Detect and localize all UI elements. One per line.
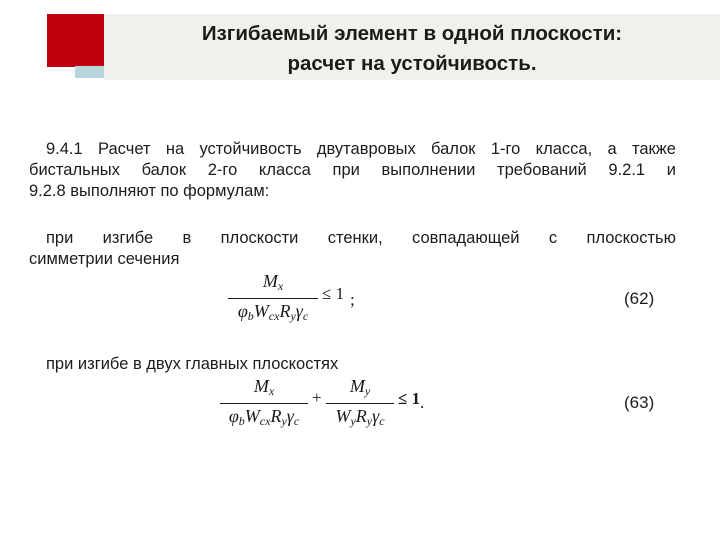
formula-62-denominator: $\varphi_bW_{cx}R_y\gamma_c$ [237,301,309,324]
fraction-bar [326,403,394,404]
paragraph-line: 9.2.8 выполняют по формулам: [29,182,270,200]
equation-number-63: (63) [624,393,655,412]
formula-62-semicolon: ; [350,290,355,309]
fraction-bar [220,403,308,404]
formula-63-numerator-2: $M_y$ [349,376,371,398]
formula-63-denominator-1: $\varphi_bW_{cx}R_y\gamma_c$ [228,406,300,429]
paragraph-case-web-plane [29,228,676,270]
equation-number-62: (62) [624,289,655,308]
formula-63-numerator-1: $M_x$ [253,376,275,398]
paragraph-line: симметрии сечения [29,250,180,268]
formula-63-fraction-2 [326,375,394,432]
paragraph-line: бистальных балок 2-го класса при выполнении требований 9.2.1 и [29,161,676,179]
formula-63-fraction-1 [220,375,308,432]
formula-62-relation: ≤ 1 [322,284,345,303]
formula-63-denominator-2: $W_yR_y\gamma_c$ [335,406,385,429]
red-accent-square [47,14,104,67]
paragraph-intro [29,139,676,202]
paragraph-line: при изгибе в плоскости стенки, совпадающей с плоскостью [46,229,676,247]
formula-63-relation: ≤ 1 [398,389,421,408]
paragraph-case-two-planes [46,354,646,375]
fraction-bar [228,298,318,299]
formula-63-plus: + [312,388,322,407]
formula-63-period: . [420,393,425,412]
paragraph-line: 9.4.1 Расчет на устойчивость двутавровых балок 1-го класса, а также [46,140,676,158]
slide-title-line-1: Изгибаемый элемент в одной плоскости: [201,22,623,45]
paragraph-line: при изгибе в двух главных плоскостях [46,355,339,373]
formula-62 [228,270,368,330]
slide-title-line-2: расчет на устойчивость. [287,52,537,75]
teal-accent-square [75,66,104,78]
formula-62-fraction [228,270,318,327]
formula-62-numerator: $M_x$ [262,271,284,293]
formula-63 [220,375,430,435]
